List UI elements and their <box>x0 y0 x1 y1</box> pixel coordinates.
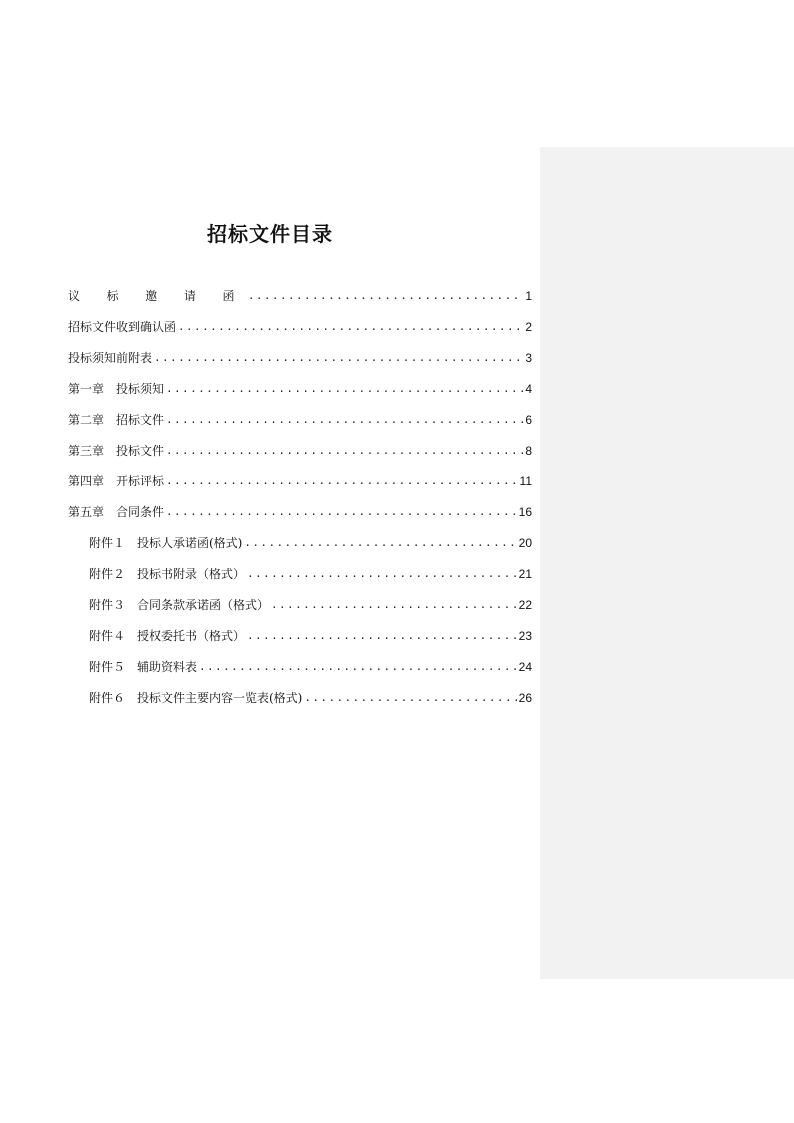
toc-entry-page: 3 <box>525 351 532 365</box>
toc-entry-label: 第二章 招标文件 <box>68 413 165 427</box>
toc-entry-label: 议 标 邀 请 函 <box>68 289 246 303</box>
toc-leader-dots <box>166 474 518 488</box>
toc-entry-label: 附件２ 投标书附录（格式） <box>89 567 246 581</box>
toc-subentry[interactable] <box>89 656 532 674</box>
toc-entry-page: 21 <box>518 567 532 581</box>
toc-leader-dots <box>248 289 523 303</box>
toc-entry-label: 附件４ 授权委托书（格式） <box>89 629 246 643</box>
document-title: 招标文件目录 <box>207 222 333 246</box>
toc-subentry[interactable] <box>89 563 532 581</box>
toc-entry-page: 1 <box>525 289 532 303</box>
toc-entry-page: 20 <box>518 536 532 550</box>
toc-entry-label: 第三章 投标文件 <box>68 444 165 458</box>
toc-leader-dots <box>199 660 517 674</box>
toc-leader-dots <box>166 444 523 458</box>
toc-entry[interactable] <box>68 501 532 519</box>
toc-subentry[interactable] <box>89 532 532 550</box>
toc-entry-page: 2 <box>525 320 532 334</box>
toc-entry-page: 24 <box>518 660 532 674</box>
toc-entry-label: 附件１ 投标人承诺函(格式) <box>89 536 243 550</box>
toc-subentry[interactable] <box>89 625 532 643</box>
toc-entry-label: 第五章 合同条件 <box>68 505 165 519</box>
toc-entry[interactable] <box>68 285 532 303</box>
toc-entry[interactable] <box>68 378 532 396</box>
toc-leader-dots <box>166 382 523 396</box>
toc-entry-label: 招标文件收到确认函 <box>68 320 177 334</box>
toc-leader-dots <box>304 691 516 705</box>
toc-entry-page: 6 <box>525 413 532 427</box>
toc-leader-dots <box>178 320 523 334</box>
toc-entry-page: 8 <box>525 444 532 458</box>
toc-entry-label: 附件３ 合同条款承诺函（格式） <box>89 598 270 612</box>
toc-entry[interactable] <box>68 409 532 427</box>
toc-entry-label: 第四章 开标评标 <box>68 474 165 488</box>
toc-entry-page: 4 <box>525 382 532 396</box>
toc-entry-page: 26 <box>518 691 532 705</box>
toc-leader-dots <box>271 598 517 612</box>
toc-subentry[interactable] <box>89 687 532 705</box>
toc-entry[interactable] <box>68 347 532 365</box>
toc-leader-dots <box>247 567 517 581</box>
toc-subentry[interactable] <box>89 594 532 612</box>
toc-entry-label: 第一章 投标须知 <box>68 382 165 396</box>
toc-leader-dots <box>154 351 523 365</box>
toc-entry-page: 22 <box>518 598 532 612</box>
toc-entry-label: 投标须知前附表 <box>68 351 153 365</box>
toc-entry-page: 11 <box>519 474 532 488</box>
comment-margin-pane <box>540 147 794 979</box>
toc-entry-page: 16 <box>518 505 532 519</box>
toc-leader-dots <box>166 505 517 519</box>
toc-leader-dots <box>244 536 516 550</box>
toc-entry[interactable] <box>68 470 532 488</box>
toc-leader-dots <box>247 629 517 643</box>
toc-entry[interactable] <box>68 316 532 334</box>
toc-leader-dots <box>166 413 523 427</box>
toc-entry-page: 23 <box>518 629 532 643</box>
toc-entry-label: 附件５ 辅助资料表 <box>89 660 198 674</box>
toc-entry[interactable] <box>68 440 532 458</box>
toc-entry-label: 附件６ 投标文件主要内容一览表(格式) <box>89 691 303 705</box>
